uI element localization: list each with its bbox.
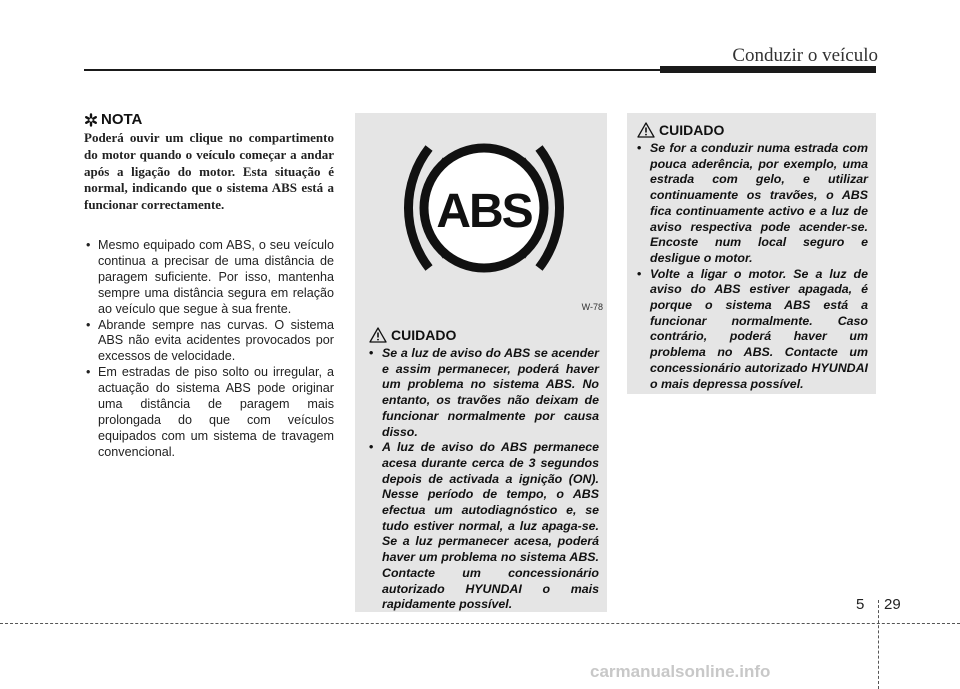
abs-label: ABS bbox=[436, 185, 532, 238]
caution-box-right bbox=[627, 113, 876, 394]
caution-title: CUIDADO bbox=[391, 327, 457, 343]
bullet-list bbox=[84, 238, 334, 461]
footer-vertical-rule bbox=[878, 600, 879, 689]
caution-box-middle bbox=[355, 313, 607, 612]
page-header-title: Conduzir o veículo bbox=[732, 45, 878, 66]
watermark-text: carmanualsonline.info bbox=[590, 662, 771, 681]
header-rule bbox=[84, 69, 664, 71]
abs-warning-icon bbox=[355, 113, 607, 316]
list-item: • A luz de aviso do ABS permanece acesa durante cerca de 3 segundos depois de activada a ignição (ON). Nesse período de tempo, o ABS efectua um autodiagnóstico e, se tudo estiver normal, a luz apaga-se. Se a luz permanecer acesa, poderá haver um problema no sistema ABS. Contacte um concessionário autorizado HYUNDAI o mais rapidamente possível. bbox=[369, 440, 599, 613]
chapter-number: 5 bbox=[856, 596, 865, 613]
nota-heading bbox=[84, 111, 142, 128]
list-item: • Se for a conduzir numa estrada com pouca aderência, por exemplo, uma estrada com gelo, e utilizar continuamente os travões, o ABS fica continuamente activo e a luz de aviso respectiva pode acender-se. Encoste num local seguro e desligue o motor. bbox=[637, 141, 868, 267]
caution-title: CUIDADO bbox=[659, 122, 725, 138]
list-item: • Se a luz de aviso do ABS se acender e assim permanecer, poderá haver um problema no sistema ABS. No entanto, os travões não deixam de funcionar normalmente por causa disso. bbox=[369, 346, 599, 440]
figure-code: W-78 bbox=[581, 302, 603, 312]
warning-triangle-icon bbox=[637, 122, 655, 138]
nota-text: Poderá ouvir um clique no compartimento do motor quando o veículo começar a andar após a ligação do motor. Esta situação é normal, indicando que o sistema ABS está a funcionar correctamente. bbox=[84, 130, 334, 213]
caution-list bbox=[637, 141, 868, 392]
footer-dashed-rule bbox=[0, 623, 960, 624]
header-tab-bar bbox=[660, 66, 876, 73]
warning-triangle-icon bbox=[369, 327, 387, 343]
list-item: • Abrande sempre nas curvas. O sistema ABS não evita acidentes provocados por excessos de velocidade. bbox=[84, 318, 334, 366]
list-item: • Em estradas de piso solto ou irregular, a actuação do sistema ABS pode originar uma distância de paragem mais prolongada do que com veículos equipados com um sistema de travagem convencional. bbox=[84, 365, 334, 460]
caution-list bbox=[369, 346, 599, 613]
asterisk-icon bbox=[84, 113, 98, 127]
caution-heading bbox=[369, 327, 599, 343]
page-number: 29 bbox=[884, 596, 901, 613]
nota-title: NOTA bbox=[101, 111, 143, 128]
list-item: • Mesmo equipado com ABS, o seu veículo continua a precisar de uma distância de paragem suficiente. Por isso, mantenha sempre uma distância segura em relação ao veículo que segue à sua frente. bbox=[84, 238, 334, 318]
abs-warning-figure bbox=[355, 113, 607, 316]
list-item: • Volte a ligar o motor. Se a luz de aviso do ABS estiver apagada, é porque o sistema ABS está a funcionar normalmente. Caso contrário, poderá haver um problema no ABS. Contacte um concessionário autorizado HYUNDAI o mais depressa possível. bbox=[637, 267, 868, 393]
caution-heading bbox=[637, 122, 868, 138]
